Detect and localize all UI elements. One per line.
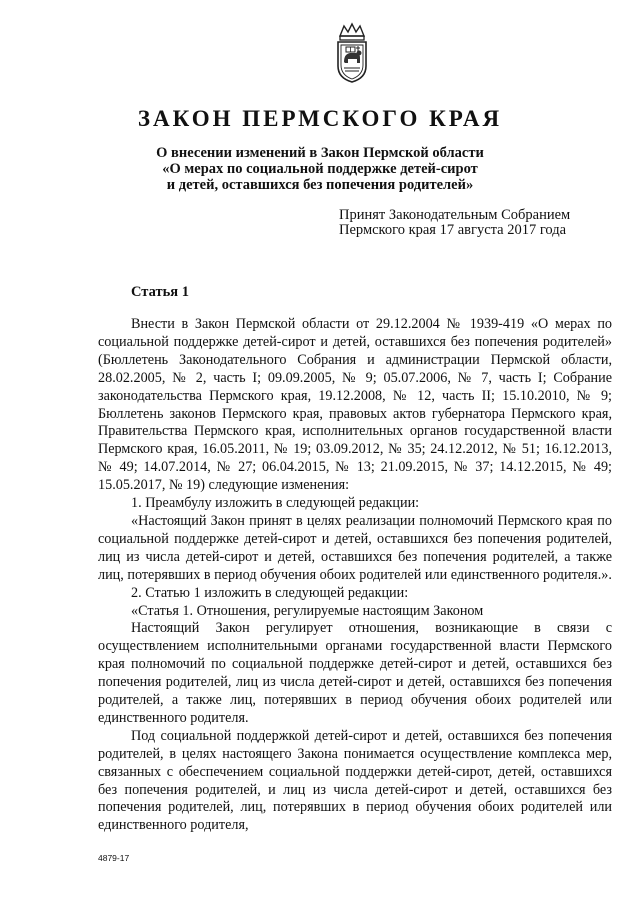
- subtitle-line: «О мерах по социальной поддержке детей-сирот: [162, 161, 478, 177]
- article-heading: Статья 1: [131, 284, 189, 300]
- adoption-line: Принят Законодательным Собранием: [339, 207, 571, 223]
- subtitle-line: и детей, оставшихся без попечения родителей»: [166, 177, 474, 193]
- perm-krai-coat-of-arms-icon: [330, 22, 374, 84]
- subtitle-line: О внесении изменений в Закон Пермской области: [156, 145, 484, 161]
- paragraph: Под социальной поддержкой детей-сирот и детей, оставшихся без попечения родителей, в целях настоящего Закона понимается осуществление комплекса мер, связанных с обеспечением социальной поддержки детей-сирот, детей, оставшихся без попечения родителей, и лиц из числа детей-сирот и детей, оставшихся без попечения родителей, лиц, потерявших в период обучения обоих родителей или единственного родителя,: [98, 727, 612, 834]
- law-subtitle: [0, 145, 640, 193]
- article-body: [98, 316, 612, 835]
- adoption-note: [339, 208, 570, 238]
- law-title: ЗАКОН ПЕРМСКОГО КРАЯ: [137, 106, 503, 131]
- adoption-line: Пермского края 17 августа 2017 года: [339, 222, 567, 238]
- paragraph: 1. Преамбулу изложить в следующей редакции:: [131, 495, 420, 512]
- paragraph: Внести в Закон Пермской области от 29.12.2004 № 1939-419 «О мерах по социальной поддержке детей-сирот и детей, оставшихся без попечения родителей» (Бюллетень Законодательного Собрания и администрации Пермской области, 28.02.2005, № 2, часть I; 09.09.2005, № 9; 05.07.2006, № 7, часть I; Собрание законодательства Пермского края, 19.12.2008, № 12, часть II; 15.10.2010, № 9; Бюллетень законов Пермского края, правовых актов губернатора Пермского края, Правительства Пермского края, исполнительных органов государственной власти Пермского края, 16.05.2011, № 19; 03.09.2012, № 35; 24.12.2012, № 51; 16.12.2013, № 49; 14.07.2014, № 27; 06.04.2015, № 13; 21.09.2015, № 37; 14.12.2015, № 49; 15.05.2017, № 19) следующие изменения:: [98, 316, 612, 494]
- paragraph: Настоящий Закон регулирует отношения, возникающие в связи с осуществлением исполнительными органами государственной власти Пермского края полномочий по социальной поддержке детей-сирот и детей, оставшихся без попечения родителей, лиц из числа детей-сирот и детей, оставшихся без попечения родителей, а также лиц, потерявших в период обучения обоих родителей или единственного родителя.: [98, 620, 612, 726]
- paragraph: «Настоящий Закон принят в целях реализации полномочий Пермского края по социальной поддержке детей-сирот и детей, оставшихся без попечения родителей, лиц из числа детей-сирот и детей, оставшихся без попечения родителей, а также лиц, потерявших в период обучения обоих родителей или единственного родителя.».: [98, 512, 612, 583]
- paragraph: 2. Статью 1 изложить в следующей редакции:: [131, 584, 409, 601]
- document-code: 4879-17: [98, 853, 130, 863]
- paragraph: «Статья 1. Отношения, регулируемые настоящим Законом: [131, 602, 484, 619]
